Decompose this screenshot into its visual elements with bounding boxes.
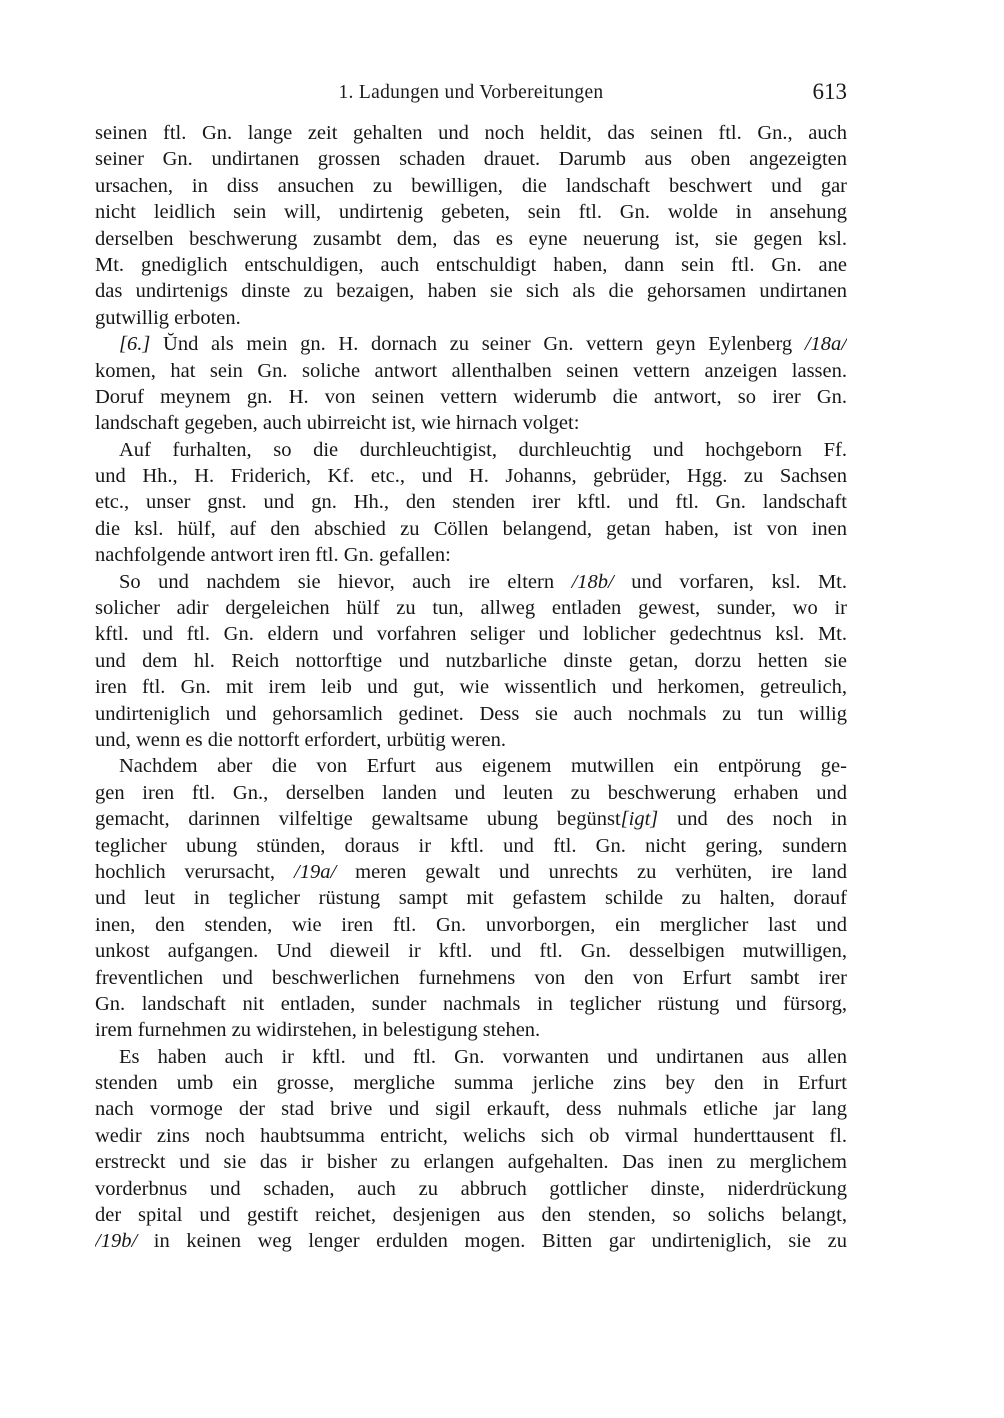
text-line (95, 278, 847, 304)
text-line (95, 410, 847, 436)
text-run: seinen ftl. Gn. lange zeit gehalten und noch heldit, das seinen ftl. Gn., auch (95, 122, 847, 144)
editorial-note: [igt] (620, 808, 659, 831)
editorial-note: [6.] (119, 333, 151, 356)
text-line (95, 569, 847, 595)
text-line (95, 833, 847, 859)
text-run: gen iren ftl. Gn., derselben landen und leuten zu beschwerung erhaben und (95, 781, 847, 804)
text-run: Auf furhalten, so die durchleuchtigist, durchleuchtig und hochgeborn Ff. (119, 438, 847, 461)
text-run: derselben beschwerung zusambt dem, das es eyne neuerung ist, sie gegen ksl. (95, 227, 847, 250)
page-body (95, 120, 847, 1255)
text-run: und dem hl. Reich nottorftige und nutzbarliche dinste getan, dorzu hetten sie (95, 649, 847, 672)
text-line (95, 991, 847, 1017)
text-run: und leut in teglicher rüstung sampt mit gefastem schilde zu halten, dorauf (95, 887, 847, 910)
text-run: landschaft gegeben, auch ubirreicht ist, wie hirnach volget: (95, 412, 580, 435)
text-run: der spital und gestift reichet, desjenigen aus den stenden, so solichs belangt, (95, 1204, 847, 1227)
text-run: nachfolgende antwort iren ftl. Gn. gefallen: (95, 544, 451, 567)
text-run: Es haben auch ir kftl. und ftl. Gn. vorwanten und undirtanen aus allen (119, 1045, 847, 1068)
text-run: gutwillig erboten. (95, 306, 241, 329)
text-run: inen, den stenden, wie iren ftl. Gn. unvorborgen, ein merglicher last und (95, 913, 847, 936)
text-run: vorderbnus und schaden, auch zu abbruch gottlicher dinste, niderdrückung (95, 1177, 847, 1200)
text-line (95, 1202, 847, 1228)
text-line (95, 226, 847, 252)
text-line (95, 859, 847, 885)
text-run: die ksl. hülf, auf den abschied zu Cöllen belangend, getan haben, ist von inen (95, 517, 847, 540)
text-run: meren gewalt und unrechts zu verhüten, ire land (336, 860, 847, 883)
text-run: komen, hat sein Gn. soliche antwort allenthalben seinen vettern anzeigen lassen. (95, 359, 847, 382)
text-run: solicher adir dergeleichen hülf zu tun, allweg entladen gewest, sunder, wo ir (95, 597, 847, 620)
text-run: und des noch in (658, 808, 847, 831)
text-line (95, 463, 847, 489)
paragraph (95, 331, 847, 437)
text-line (95, 753, 847, 779)
text-line (95, 621, 847, 647)
text-line (95, 885, 847, 911)
text-line (95, 489, 847, 515)
text-line (95, 727, 847, 753)
running-header-title: 1. Ladungen und Vorbereitungen (338, 82, 604, 103)
text-line (95, 199, 847, 225)
paragraph (95, 437, 847, 569)
text-line (95, 1044, 847, 1070)
paragraph (95, 1044, 847, 1255)
text-run: ursachen, in diss ansuchen zu bewilligen, die landschaft beschwert und gar (95, 174, 847, 197)
text-line (95, 437, 847, 463)
text-line (95, 358, 847, 384)
text-line (95, 252, 847, 278)
text-run: Gn. landschaft nit entladen, sunder nachmals in teglicher rüstung und fürsorg, (95, 992, 847, 1015)
text-line (95, 146, 847, 172)
text-line (95, 516, 847, 542)
text-run: stenden umb ein grosse, mergliche summa jerliche zins bey den in Erfurt (95, 1072, 847, 1095)
text-line (95, 1017, 847, 1043)
editorial-note: /19a/ (294, 860, 337, 883)
text-line (95, 938, 847, 964)
text-line (95, 1123, 847, 1149)
editorial-note: /19b/ (95, 1230, 138, 1253)
text-line (95, 1176, 847, 1202)
text-line (95, 542, 847, 568)
text-run: Ŭnd als mein gn. H. dornach zu seiner Gn. vettern geyn Eylenberg (150, 333, 805, 356)
text-line (95, 120, 847, 146)
text-line (95, 674, 847, 700)
text-run: wedir zins noch haubtsumma entricht, welichs sich ob virmal hunderttausent fl. (95, 1124, 847, 1147)
page-number: 613 (812, 79, 847, 104)
text-run: irem furnehmen zu widirstehen, in belestigung stehen. (95, 1019, 541, 1042)
editorial-note: /18b/ (571, 570, 614, 593)
text-line (95, 1149, 847, 1175)
text-run: kftl. und ftl. Gn. eldern und vorfahren seliger und loblicher gedechtnus ksl. Mt. (95, 623, 847, 646)
paragraph (95, 569, 847, 754)
text-run: freventlichen und beschwerlichen furnehmens von den von Erfurt sambt irer (95, 966, 847, 989)
text-run: das undirtenigs dinste zu bezaigen, haben sie sich als die gehorsamen undirtanen (95, 280, 847, 303)
text-line (95, 384, 847, 410)
text-run: Mt. gnediglich entschuldigen, auch entschuldigt haben, dann sein ftl. Gn. ane (95, 253, 847, 276)
text-run: und vorfaren, ksl. Mt. (613, 570, 847, 593)
text-line (95, 648, 847, 674)
text-run: hochlich verursacht, (95, 860, 295, 883)
text-run: etc., unser gnst. und gn. Hh., den stenden irer kftl. und ftl. Gn. landschaft (95, 491, 847, 514)
running-header (95, 79, 847, 108)
text-line (95, 965, 847, 991)
text-line (95, 1070, 847, 1096)
text-line (95, 780, 847, 806)
text-run: seiner Gn. undirtanen grossen schaden drauet. Darumb aus oben angezeigten (95, 148, 847, 171)
text-run: in keinen weg lenger erdulden mogen. Bitten gar undirteniglich, sie zu (137, 1230, 847, 1253)
text-run: So und nachdem sie hievor, auch ire eltern (119, 570, 572, 593)
text-line (95, 806, 847, 832)
text-line (95, 595, 847, 621)
text-line (95, 173, 847, 199)
text-run: gemacht, darinnen vilfeltige gewaltsame ubung begünst (95, 808, 621, 831)
text-line (95, 305, 847, 331)
text-line (95, 912, 847, 938)
text-line (95, 701, 847, 727)
text-line (95, 331, 847, 357)
text-run: unkost aufgangen. Und dieweil ir kftl. und ftl. Gn. desselbigen mutwilligen, (95, 940, 847, 963)
text-run: nach vormoge der stad brive und sigil erkauft, dess nuhmals etliche jar lang (95, 1098, 847, 1121)
page-content (95, 79, 847, 1255)
text-run: undirteniglich und gehorsamlich gedinet. Dess sie auch nochmals zu tun willig (95, 702, 847, 725)
editorial-note: /18a/ (804, 333, 847, 356)
text-run: und Hh., H. Friderich, Kf. etc., und H. Johanns, gebrüder, Hgg. zu Sachsen (95, 465, 847, 488)
text-run: Nachdem aber die von Erfurt aus eigenem mutwillen ein entpörung ge- (119, 755, 847, 778)
paragraph (95, 753, 847, 1043)
text-run: nicht leidlich sein will, undirtenig gebeten, sein ftl. Gn. wolde in ansehung (95, 201, 847, 224)
text-line (95, 1228, 847, 1254)
text-run: Doruf meynem gn. H. von seinen vettern widerumb die antwort, so irer Gn. (95, 385, 847, 408)
paragraph (95, 120, 847, 331)
text-run: iren ftl. Gn. mit irem leib und gut, wie wissentlich und herkomen, getreulich, (95, 676, 847, 699)
text-run: erstreckt und sie das ir bisher zu erlangen aufgehalten. Das inen zu merglichem (95, 1151, 847, 1174)
text-run: und, wenn es die nottorft erfordert, urbütig weren. (95, 728, 507, 751)
text-run: teglicher ubung stünden, doraus ir kftl. und ftl. Gn. nicht gering, sundern (95, 834, 847, 857)
text-line (95, 1096, 847, 1122)
